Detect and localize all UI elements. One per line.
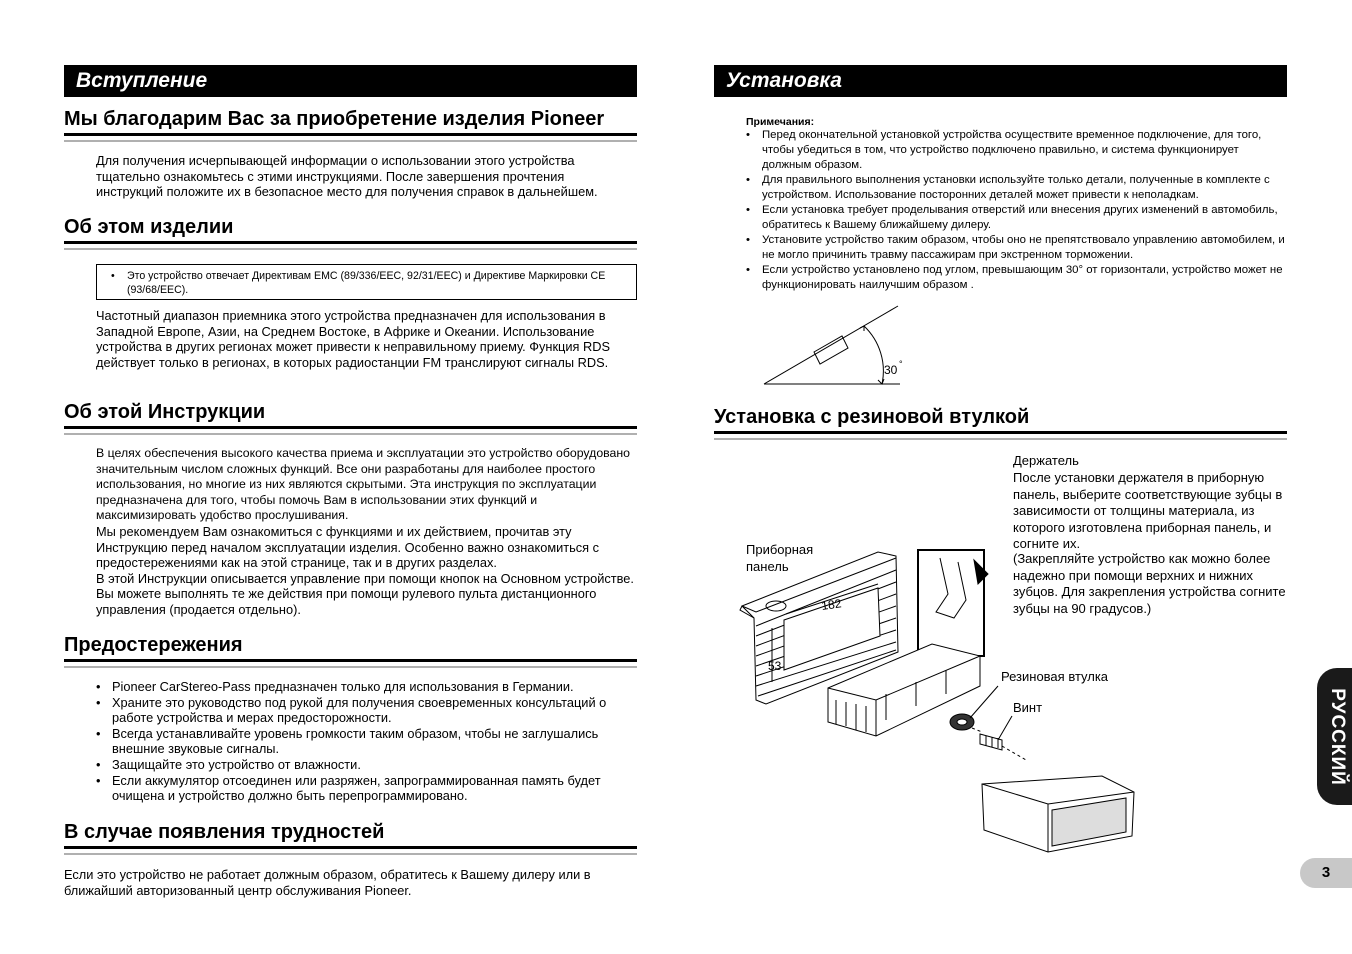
thanks-heading: Мы благодарим Вас за приобретение изделия Pioneer [64, 108, 605, 130]
heading-rule [64, 133, 637, 142]
list-item: • Перед окончательной установкой устройства осуществите временное подключение, для того, чтобы убедиться в том, что устройство подключено правильно, и система функционирует должным образом. [746, 128, 1286, 173]
trouble-text: Если это устройство не работает должным образом, обратитесь к Вашему дилеру или в ближайший авторизованный центр обслуживания Pioneer. [64, 867, 591, 898]
list-item: • Если установка требует проделывания отверстий или внесения других изменений в автомобиль, обратитесь к Вашему ближайшему дилеру. [746, 203, 1286, 233]
heading-rule [714, 431, 1287, 440]
holder-text: После установки держателя в приборную панель, выберите соответствующие зубцы в зависимости от толщины материала, из которого изготовлена приборная панель, и согните их. [1013, 470, 1283, 551]
heading-rule [64, 426, 637, 435]
rubber-bushing-label: Резиновая втулка [1001, 669, 1109, 684]
list-item: • Защищайте это устройство от влажности. [96, 757, 631, 773]
screw-label: Винт [1013, 700, 1043, 715]
list-item: • Всегда устанавливайте уровень громкости таким образом, чтобы не заглушались внешние звуковые сигналы. [96, 726, 631, 757]
dashboard-label: Приборная панель [746, 542, 814, 574]
dimension-height: 53 [768, 659, 782, 673]
notes-title: Примечания: [746, 116, 815, 128]
manual-text-3: В этой Инструкции описывается управление при помощи кнопок на Основном устройстве. Вы можете выполнять те же действия при помощи рулевого пульта дистанционного управления (продается отдельно). [96, 570, 634, 617]
language-tab-label: РУССКИЙ [1327, 687, 1348, 786]
cautions-heading: Предостережения [64, 634, 243, 656]
holder-title: Держатель [1013, 453, 1079, 468]
list-item: • Pioneer CarStereo-Pass предназначен только для использования в Германии. [96, 679, 631, 695]
product-heading: Об этом изделии [64, 216, 234, 238]
trouble-heading: В случае появления трудностей [64, 821, 385, 843]
installation-banner: Установка [714, 65, 1287, 97]
page-number: 3 [1300, 858, 1352, 888]
heading-rule [64, 846, 637, 855]
product-text: Частотный диапазон приемника этого устройства предназначен для использования в Западной Европе, Азии, на Среднем Востоке, в Африке и Океании. Использование устройства в других регионах может привести к неправильному приему. Функция RDS действует только в регионах, в которых радиостанции FM транслируют сигналы RDS. [96, 308, 611, 370]
angle-label: 30 [884, 363, 898, 377]
tilt-angle-diagram [760, 298, 920, 390]
list-item: • Если устройство установлено под углом, превышающим 30° от горизонтали, устройство может не функционировать наилучшим образом . [746, 263, 1286, 293]
rubber-bushing-heading: Установка с резиновой втулкой [714, 406, 1030, 428]
dimension-width: 182 [820, 596, 843, 613]
language-tab [1317, 668, 1352, 805]
ce-notice-text: • Это устройство отвечает Директивам EMC (89/336/EEC, 92/31/EEC) и Директиве Маркировки CE (93/68/EEC). [111, 269, 628, 297]
holder-text-2: (Закрепляйте устройство как можно более надежно при помощи верхних и нижних зубцов. Для закрепления устройства согните зубцы на 90 градусов.) [1013, 551, 1286, 616]
list-item: • Если аккумулятор отсоединен или разряжен, запрограммированная память будет очищена и устройство должно быть перепрограммировано. [96, 773, 631, 804]
manual-text-2: Мы рекомендуем Вам ознакомиться с функциями и их действием, прочитав эту Инструкцию перед началом эксплуатации изделия. Особенно важно ознакомиться с предостережениями как на этой странице, так и в других разделах. [96, 523, 600, 571]
cautions-list [96, 679, 631, 804]
list-item: • Установите устройство таким образом, чтобы оно не препятствовало управлению автомобилем, и не могло причинить травму пассажирам при экстренном торможении. [746, 233, 1286, 263]
list-item: • Для правильного выполнения установки используйте только детали, полученные в комплекте с устройством. Использование посторонних деталей может привести к неполадкам. [746, 173, 1286, 203]
thanks-text: Для получения исчерпывающей информации о использовании этого устройства тщательно ознакомьтесь с этими инструкциями. После завершения прочтения инструкций положите их в безопасное место для получения справок в дальнейшем. [96, 153, 598, 200]
heading-rule [64, 659, 637, 668]
manual-text-1: В целях обеспечения высокого качества приема и эксплуатации это устройство оборудовано значительным числом сложных функций. Все они разработаны для наиболее простого использования, но многие из них являются скрытыми. Эта инструкция по эксплуатации предназначена для того, чтобы помочь Вам в использовании этих функций и максимизировать удобство прослушивания. [96, 446, 631, 523]
installation-illustration [736, 540, 1136, 860]
heading-rule [64, 241, 637, 250]
list-item: • Храните это руководство под рукой для получения своевременных консультаций о работе устройства и мерах предосторожности. [96, 695, 631, 726]
notes-list [746, 128, 1286, 293]
intro-banner: Вступление [64, 65, 637, 97]
ce-notice-box [96, 264, 637, 300]
manual-heading: Об этой Инструкции [64, 401, 266, 423]
angle-degree-sign: ° [899, 359, 903, 369]
